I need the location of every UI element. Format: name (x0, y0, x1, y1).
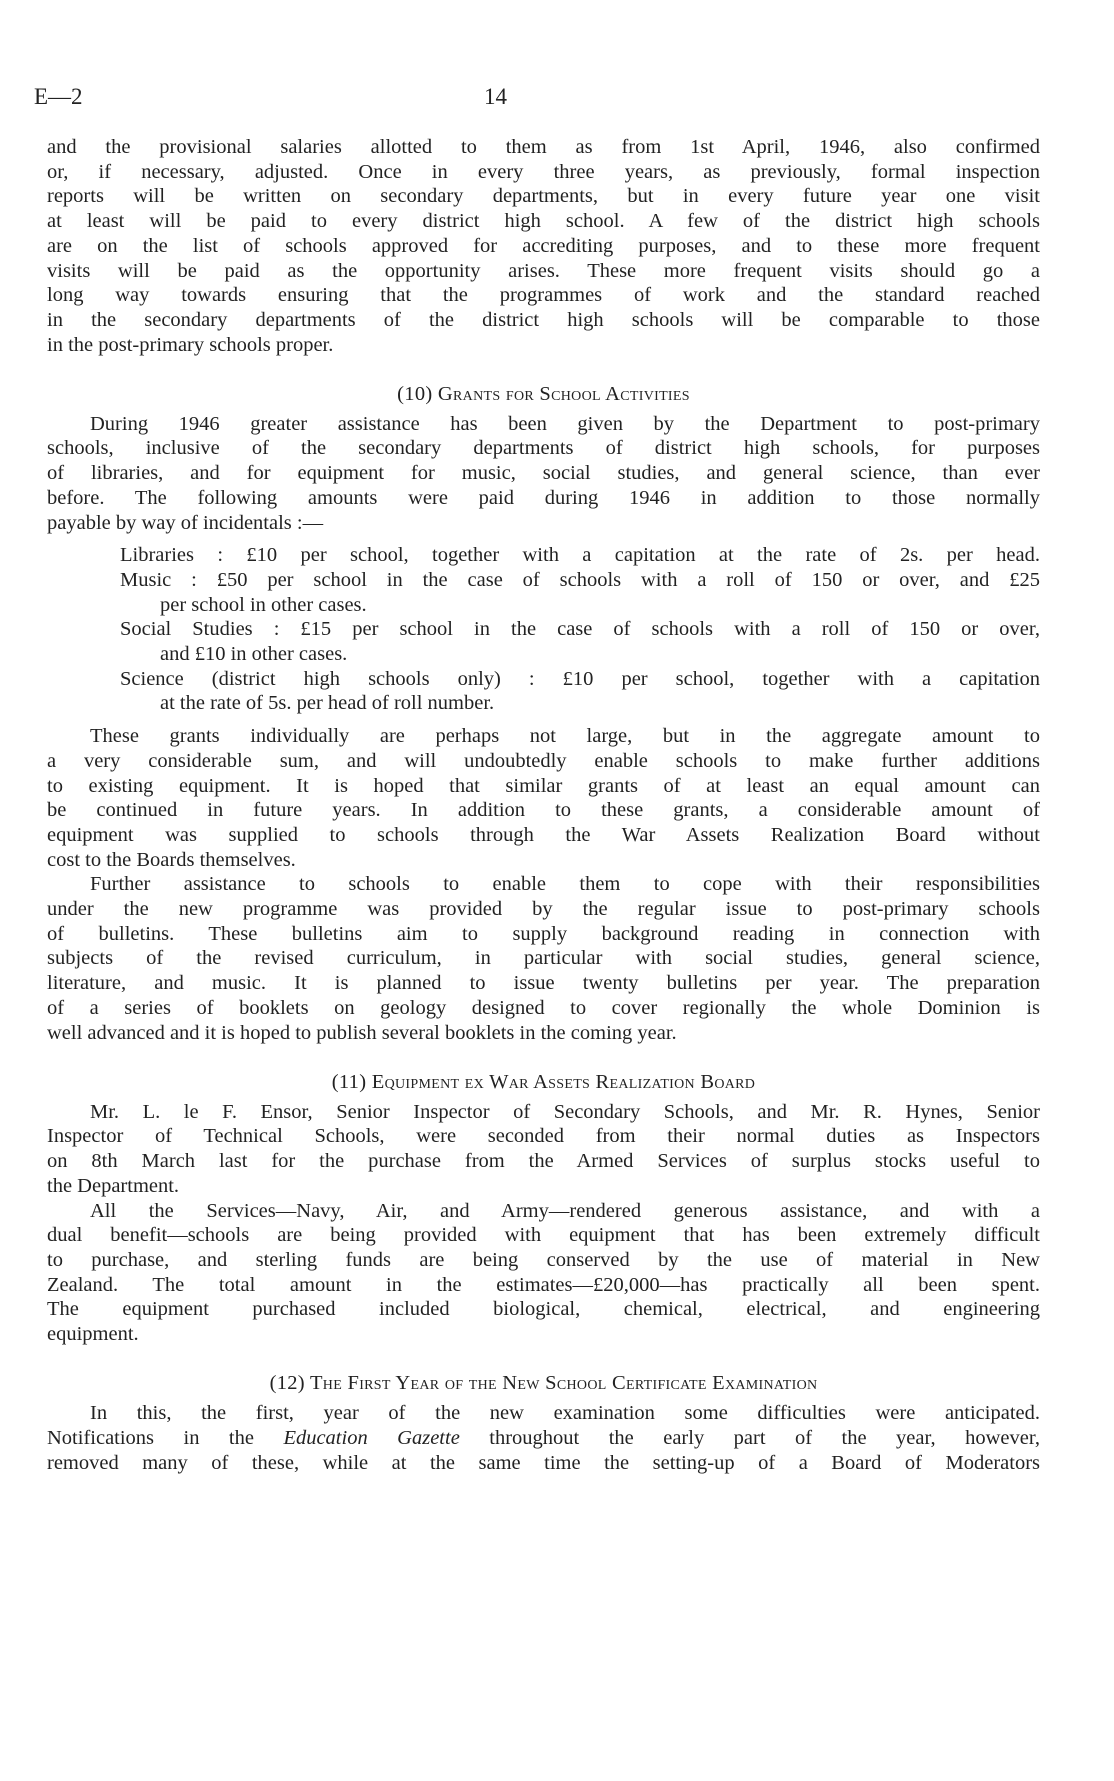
text-line: the Department. (47, 1174, 180, 1197)
text-line: All the Services—Navy, Air, and Army—rendered generous assistance, and with a (90, 1199, 1040, 1222)
text-line: Zealand. The total amount in the estimates—£20,000—has practically all been spent. (47, 1273, 1040, 1296)
text-line: to existing equipment. It is hoped that similar grants of at least an equal amount can (47, 774, 1040, 797)
text-line: Mr. L. le F. Ensor, Senior Inspector of Secondary Schools, and Mr. R. Hynes, Senior (90, 1100, 1040, 1123)
text-line: in the post-primary schools proper. (47, 333, 334, 356)
list-item (47, 617, 1040, 666)
text-line: These grants individually are perhaps not large, but in the aggregate amount to (90, 725, 1040, 748)
text-line: equipment. (47, 1323, 139, 1346)
paragraph (47, 412, 1040, 536)
italic-text: Education Gazette (283, 1426, 460, 1449)
paragraph (47, 1100, 1040, 1199)
text-line: schools, inclusive of the secondary departments of district high schools, for purposes (47, 437, 1040, 460)
text-line: at the rate of 5s. per head of roll number. (160, 692, 495, 715)
text-line: of a series of booklets on geology designed to cover regionally the whole Dominion is (47, 996, 1040, 1019)
text-line: subjects of the revised curriculum, in particular with social studies, general science, (47, 947, 1040, 970)
text-line: of bulletins. These bulletins aim to supply background reading in connection with (47, 922, 1040, 945)
text-line: dual benefit—schools are being provided with equipment that has been extremely difficult (47, 1224, 1040, 1247)
text-line: at least will be paid to every district high school. A few of the district high schools (47, 210, 1040, 233)
text-line: Libraries : £10 per school, together with a capitation at the rate of 2s. per head. (120, 544, 1040, 567)
text-line: a very considerable sum, and will undoubtedly enable schools to make further additions (47, 749, 1040, 772)
text-line: Social Studies : £15 per school in the case of schools with a roll of 150 or over, (120, 618, 1040, 641)
text-line: are on the list of schools approved for accrediting purposes, and to these more frequent (47, 234, 1040, 257)
text-line: per school in other cases. (160, 593, 367, 616)
section-heading: (10) Grants for School Activities (397, 383, 690, 406)
list-item (47, 543, 1040, 568)
text-line: Science (district high schools only) : £10 per school, together with a capitation (120, 667, 1040, 690)
grant-list (47, 543, 1040, 716)
page-number: 14 (484, 84, 507, 109)
text-line: In this, the first, year of the new examination some difficulties were anticipated. (90, 1402, 1040, 1425)
paragraph (47, 724, 1040, 872)
text-line: Further assistance to schools to enable them to cope with their responsibilities (90, 873, 1040, 896)
paragraph (47, 1199, 1040, 1347)
paragraph (47, 872, 1040, 1045)
text-line: cost to the Boards themselves. (47, 848, 296, 871)
text-line: on 8th March last for the purchase from the Armed Services of surplus stocks useful to (47, 1150, 1040, 1173)
text-line: in the secondary departments of the district high schools will be comparable to those (47, 308, 1040, 331)
text-line: and £10 in other cases. (160, 643, 348, 666)
text-line: During 1946 greater assistance has been given by the Department to post-primary (90, 412, 1040, 435)
text-run: throughout the early part of the year, however, (459, 1426, 1040, 1449)
text-line: or, if necessary, adjusted. Once in every three years, as previously, formal inspection (47, 160, 1040, 183)
text-line: long way towards ensuring that the programmes of work and the standard reached (47, 284, 1040, 307)
text-line: to purchase, and sterling funds are being conserved by the use of material in New (47, 1248, 1040, 1271)
document-body (47, 135, 1040, 1475)
paragraph (47, 1401, 1040, 1475)
list-item (47, 568, 1040, 617)
text-line: under the new programme was provided by the regular issue to post-primary schools (47, 898, 1040, 921)
list-item (47, 667, 1040, 716)
text-line: visits will be paid as the opportunity arises. These more frequent visits should go a (47, 259, 1040, 282)
text-line: before. The following amounts were paid during 1946 in addition to those normally (47, 486, 1040, 509)
text-line: of libraries, and for equipment for music, social studies, and general science, than ever (47, 462, 1040, 485)
text-line: removed many of these, while at the same time the setting-up of a Board of Moderators (47, 1451, 1040, 1474)
text-line: and the provisional salaries allotted to them as from 1st April, 1946, also confirmed (47, 136, 1040, 158)
text-line: literature, and music. It is planned to issue twenty bulletins per year. The preparation (47, 972, 1040, 995)
document-code: E—2 (34, 84, 83, 109)
text-line (47, 1426, 1040, 1451)
section-heading: (11) Equipment ex War Assets Realization Board (331, 1070, 756, 1093)
section-heading: (12) The First Year of the New School Certificate Examination (269, 1372, 818, 1395)
text-line: Inspector of Technical Schools, were seconded from their normal duties as Inspectors (47, 1125, 1040, 1148)
text-line: well advanced and it is hoped to publish several booklets in the coming year. (47, 1021, 677, 1044)
text-line: Music : £50 per school in the case of schools with a roll of 150 or over, and £25 (120, 568, 1040, 591)
text-line: payable by way of incidentals :— (47, 511, 324, 534)
text-line: equipment was supplied to schools through the War Assets Realization Board without (47, 823, 1040, 846)
text-line: reports will be written on secondary departments, but in every future year one visit (47, 185, 1040, 208)
text-run: Notifications in the (47, 1426, 284, 1449)
text-line: The equipment purchased included biological, chemical, electrical, and engineering (47, 1298, 1040, 1321)
text-line: be continued in future years. In addition to these grants, a considerable amount of (47, 799, 1040, 822)
paragraph (47, 135, 1040, 357)
